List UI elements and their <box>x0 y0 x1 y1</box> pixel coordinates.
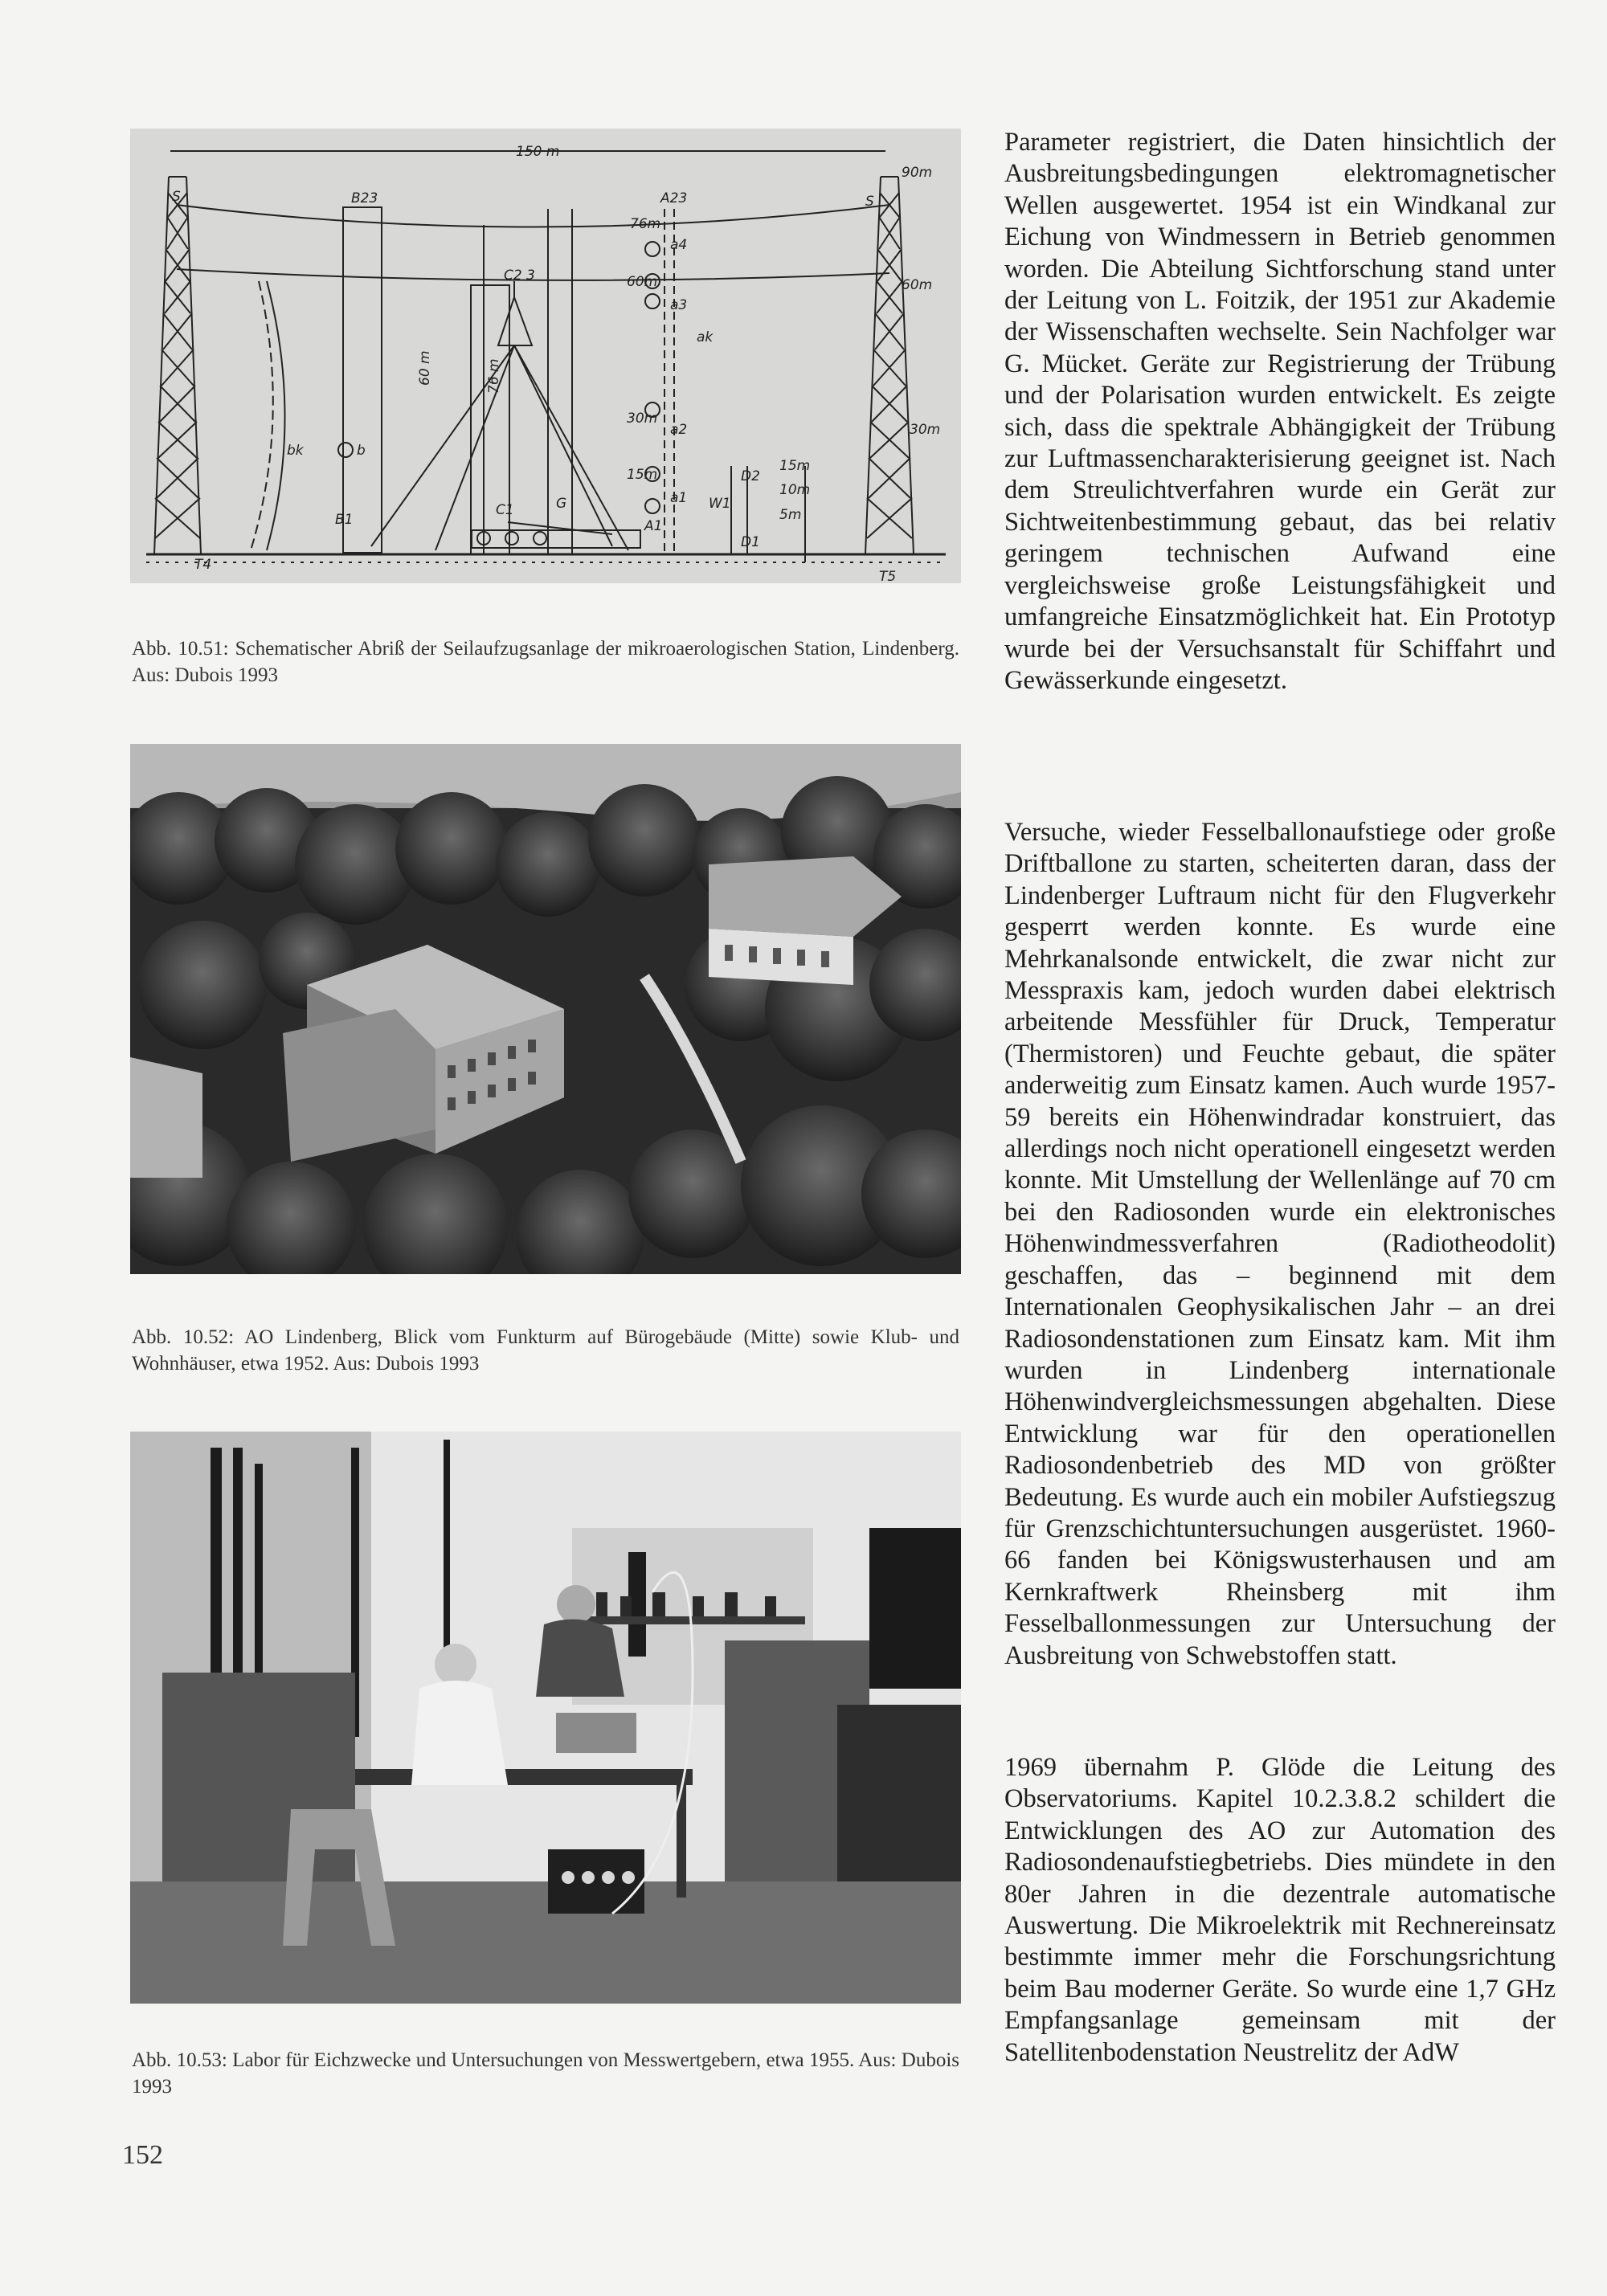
label-w1: W1 <box>709 496 731 512</box>
label-a2: a2 <box>670 422 688 438</box>
label-a1-big: A1 <box>644 518 663 534</box>
span-label: 150 m <box>516 144 560 160</box>
label-d2: D2 <box>741 468 760 484</box>
label-90m: 90m <box>902 165 933 181</box>
label-a3: a3 <box>670 297 688 313</box>
label-15m: 15m <box>779 458 811 474</box>
label-s-right: S <box>865 194 874 210</box>
label-t5: T5 <box>879 569 897 583</box>
aerial-photo <box>130 744 961 1274</box>
label-5m: 5m <box>779 507 802 523</box>
label-60m: 60m <box>902 277 933 293</box>
label-a4: a4 <box>670 237 688 253</box>
paragraph-3: 1969 übernahm P. Glöde die Leitung des Observatoriums. Kapitel 10.2.3.8.2 schildert die Entwicklungen des AO zur Automation des Radiosondenaufstiegbetriebs. Dies mündete in den 80er Jahren in die dezentrale automatische Auswertung. Die Mikroelektrik mit Rechnereinsatz bestimmte immer mehr die Forschungsrichtung beim Bau moderner Geräte. So wurde eine 1,7 GHz Empfangsanlage gemeinsam mit der Satellitenbodenstation Neustrelitz der AdW <box>1004 1753 1556 2067</box>
laboratory-photo <box>130 1432 961 2004</box>
label-a1: a1 <box>670 490 688 506</box>
body-text-column-3 <box>1004 1752 1556 2069</box>
figure-caption-10-51: Abb. 10.51: Schematischer Abriß der Seilaufzugsanlage der mikroaerologischen Station, Lindenberg. Aus: Dubois 1993 <box>132 638 959 686</box>
label-d1: D1 <box>741 534 760 550</box>
label-bk: bk <box>287 443 304 459</box>
label-30m-station: 30m <box>627 411 658 427</box>
label-30m: 30m <box>910 422 941 438</box>
paragraph-1: Parameter registriert, die Daten hinsichtlich der Ausbreitungsbedingungen elektromagnetischer Wellen ausgewertet. 1954 ist ein Windkanal zur Eichung von Windmessern in Betrieb genommen worden. Die Abteilung Sichtforschung stand unter der Leitung von L. Foitzik, der 1951 zur Akademie der Wissenschaften wechselte. Sein Nachfolger war G. Mücket. Geräte zur Registrierung der Trübung und der Polarisation wurden entwickelt. Es zeigte sich, dass die spektrale Abhängigkeit der Trübung zur Luftmassencharakterisierung geeignet ist. Nach dem Streulichtverfahren wurde ein Gerät zur Sichtweitenbestimmung gebaut, das bei relativ geringem technischen Aufwand eine vergleichsweise große Leistungsfähigkeit und umfangreiche Einsatzmöglichkeit hat. Ein Prototyp wurde bei der Versuchsanstalt für Schiffahrt und Gewässerkunde eingesetzt. <box>1004 128 1556 695</box>
label-s-left: S <box>172 189 181 205</box>
label-vertical-76m: 76 m <box>486 358 502 394</box>
label-b1: B1 <box>335 512 354 528</box>
label-c2: C2 3 <box>504 268 535 284</box>
body-text-column-2 <box>1004 817 1556 1672</box>
label-60m-station: 60m <box>627 274 658 290</box>
label-a23: A23 <box>660 190 688 206</box>
label-b: b <box>357 443 366 459</box>
page-number: 152 <box>122 2140 163 2170</box>
label-c1: C1 <box>496 502 514 518</box>
label-76m: 76m <box>630 216 661 232</box>
label-15m-station: 15m <box>627 467 658 483</box>
figure-caption-10-52: Abb. 10.52: AO Lindenberg, Blick vom Funkturm auf Bürogebäude (Mitte) sowie Klub- und Wohnhäuser, etwa 1952. Aus: Dubois 1993 <box>132 1326 959 1375</box>
label-10m: 10m <box>779 482 811 498</box>
figure-caption-10-53: Abb. 10.53: Labor für Eichzwecke und Untersuchungen von Messwertgebern, etwa 1955. Aus: Dubois 1993 <box>132 2049 959 2098</box>
label-b23: B23 <box>351 190 378 206</box>
label-g: G <box>556 496 567 512</box>
label-t4: T4 <box>194 557 212 573</box>
body-text-column <box>1004 127 1556 697</box>
cable-lift-diagram <box>130 129 961 583</box>
paragraph-2: Versuche, wieder Fesselballonaufstiege oder große Driftballone zu starten, scheiterten daran, dass der Lindenberger Luftraum nicht für den Flugverkehr gesperrt werden konnte. Es wurde eine Mehrkanalsonde entwickelt, die zwar nicht zur Messpraxis kam, jedoch wurden dabei elektrisch arbeitende Messfühler für Druck, Temperatur (Thermistoren) und Feuchte gebaut, die später anderweitig zum Einsatz kamen. Auch wurde 1957-59 bereits ein Höhenwindradar konstruiert, das allerdings noch nicht operationell eingesetzt werden konnte. Mit Umstellung der Wellenlänge auf 70 cm bei den Radiosonden wurde ein elektronisches Höhenwindmessverfahren (Radiotheodolit) geschaffen, das – beginnend mit dem Internationalen Geophysikalischen Jahr – an drei Radiosondenstationen zum Einsatz kam. Mit ihm wurden in Lindenberg internationale Höhenwindvergleichsmessungen abgehalten. Diese Entwicklung war für den operationellen Radiosondenbetrieb des MD von größter Bedeutung. Es wurde auch ein mobiler Aufstiegszug für Grenzschichtuntersuchungen ausgerüstet. 1960-66 fanden bei Königswusterhausen und am Kernkraftwerk Rheinsberg mit ihm Fesselballonmessungen zur Untersuchung der Ausbreitung von Schwebstoffen statt. <box>1004 818 1556 1670</box>
label-vertical-60m: 60 m <box>417 350 433 386</box>
label-ak: ak <box>697 329 714 345</box>
